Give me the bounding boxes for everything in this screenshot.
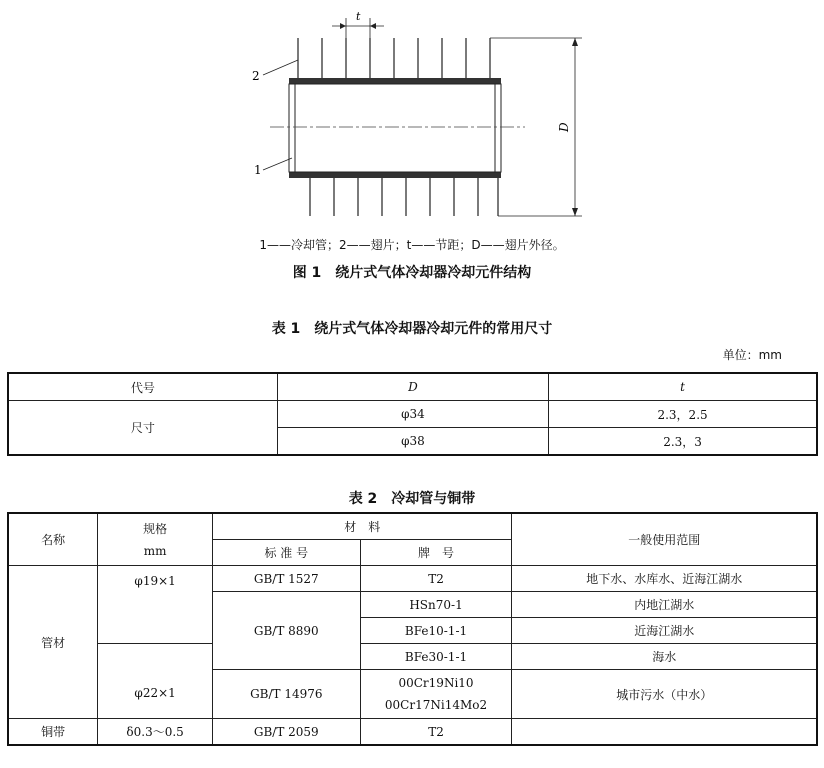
- table2: [7, 512, 818, 746]
- table2-strip-name: 铜带: [8, 719, 98, 746]
- table2-grade-a: 00Cr19Ni10: [398, 676, 474, 690]
- table2-spec1: φ19×1: [98, 566, 213, 644]
- label-2: 2: [252, 69, 260, 83]
- table2-tube-label: 管材: [8, 566, 98, 719]
- table1-cell: φ38: [277, 428, 548, 456]
- table-row: [8, 566, 817, 592]
- table2-head-name: 名称: [8, 513, 98, 566]
- table1-head-t: t: [549, 373, 817, 401]
- fins-bottom: [310, 176, 498, 216]
- table2-cell: 海水: [512, 644, 817, 670]
- table1-title: 表 1 绕片式气体冷却器冷却元件的常用尺寸: [271, 321, 553, 337]
- pipe-wall-top: [289, 78, 501, 84]
- figure-title: 图 1 绕片式气体冷却器冷却元件结构: [292, 265, 532, 281]
- table2-cell: 近海江湖水: [512, 618, 817, 644]
- label-1: 1: [254, 163, 262, 177]
- table1-head-code: 代号: [8, 373, 277, 401]
- table1-row-label: 尺寸: [8, 401, 277, 456]
- table1-head-D: D: [277, 373, 548, 401]
- table2-cell: 城市污水（中水）: [512, 670, 817, 719]
- table2-spec2: φ22×1: [98, 644, 213, 719]
- table-row: [8, 644, 817, 670]
- table2-cell: HSn70-1: [360, 592, 512, 618]
- table1-cell: 2.3，2.5: [549, 401, 817, 428]
- table2-head-spec-label: 规格: [143, 521, 168, 536]
- table2-cell: 内地江湖水: [512, 592, 817, 618]
- table2-head-grade: 牌 号: [360, 540, 512, 566]
- table-row: [8, 513, 817, 540]
- table2-cell: 地下水、水库水、近海江湖水: [512, 566, 817, 592]
- table2-head-material: 材 料: [212, 513, 511, 540]
- table-row: [8, 401, 817, 428]
- table2-head-usage: 一般使用范围: [512, 513, 817, 566]
- label-D: D: [557, 122, 571, 132]
- pipe-wall-bottom: [289, 172, 501, 178]
- table-row: [8, 373, 817, 401]
- table2-cell-grade-stack: [360, 670, 512, 719]
- table1: [7, 372, 818, 456]
- label-t: t: [356, 10, 361, 23]
- figure-legend: 1——冷却管；2——翅片；t——节距；D——翅片外径。: [259, 238, 565, 252]
- fins-top: [298, 38, 490, 80]
- cooling-element-diagram: [0, 0, 824, 232]
- table2-head-spec-unit: mm: [143, 543, 167, 558]
- table2-strip-grade: T2: [360, 719, 512, 746]
- table2-cell: GB/T 8890: [212, 592, 360, 670]
- table2-strip-usage: [512, 719, 817, 746]
- table2-cell: GB/T 14976: [212, 670, 360, 719]
- table1-cell: 2.3，3: [549, 428, 817, 456]
- table1-unit: 单位：mm: [722, 348, 782, 362]
- table2-cell: BFe10-1-1: [360, 618, 512, 644]
- table1-cell: φ34: [277, 401, 548, 428]
- table2-head-spec: [98, 513, 213, 566]
- pipe-body: [289, 84, 501, 172]
- table2-strip-spec: δ0.3～0.5: [98, 719, 213, 746]
- table2-grade-b: 00Cr17Ni14Mo2: [384, 698, 488, 712]
- table2-cell: BFe30-1-1: [360, 644, 512, 670]
- table2-cell: GB/T 1527: [212, 566, 360, 592]
- table2-cell: T2: [360, 566, 512, 592]
- table-row: [8, 719, 817, 746]
- table2-title: 表 2 冷却管与铜带: [348, 491, 476, 507]
- table2-head-std: 标 准 号: [212, 540, 360, 566]
- table2-strip-std: GB/T 2059: [212, 719, 360, 746]
